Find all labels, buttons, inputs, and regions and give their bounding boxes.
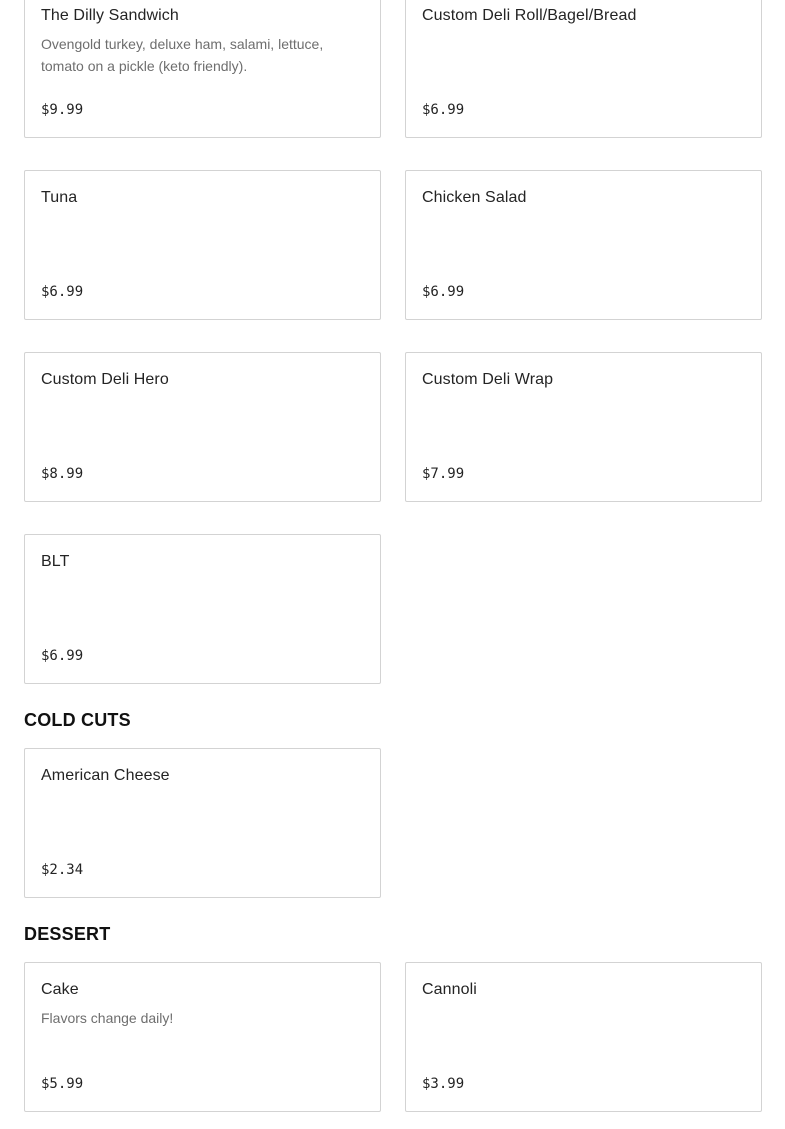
- menu-item-name: Chicken Salad: [422, 189, 527, 206]
- menu-item-name: Tuna: [41, 189, 78, 206]
- menu-item-price: $3.99: [422, 1076, 465, 1092]
- menu-item-card[interactable]: [405, 352, 762, 502]
- menu-item-name: Custom Deli Wrap: [422, 371, 554, 388]
- menu-item-card[interactable]: [405, 962, 762, 1112]
- menu-item-description: Flavors change daily!: [41, 1010, 174, 1026]
- menu-item-card[interactable]: [24, 962, 381, 1112]
- menu-item-card[interactable]: [405, 0, 762, 138]
- menu-item-price: $6.99: [422, 102, 465, 118]
- menu-item-price: $5.99: [41, 1076, 84, 1092]
- section-title-dessert: DESSERT: [24, 924, 111, 944]
- menu-item-name: The Dilly Sandwich: [41, 7, 179, 24]
- menu-item-price: $6.99: [422, 284, 465, 300]
- menu-item-name: Custom Deli Roll/Bagel/Bread: [422, 7, 637, 24]
- menu-item-name: Cannoli: [422, 981, 477, 998]
- menu-item-card[interactable]: [24, 352, 381, 502]
- menu-item-description: Ovengold turkey, deluxe ham, salami, lettuce, tomato on a pickle (keto friendly).: [41, 36, 324, 74]
- menu-item-price: $2.34: [41, 862, 84, 878]
- section-title-cold-cuts: COLD CUTS: [24, 710, 131, 730]
- menu-item-name: American Cheese: [41, 767, 170, 784]
- menu-item-card[interactable]: [24, 170, 381, 320]
- menu-item-name: Cake: [41, 981, 79, 998]
- menu-item-price: $8.99: [41, 466, 84, 482]
- menu-item-card[interactable]: [24, 534, 381, 684]
- menu-item-name: Custom Deli Hero: [41, 371, 169, 388]
- menu-item-price: $6.99: [41, 284, 84, 300]
- menu-item-price: $9.99: [41, 102, 84, 118]
- menu-item-card[interactable]: [405, 170, 762, 320]
- menu-item-price: $6.99: [41, 648, 84, 664]
- menu-item-name: BLT: [41, 553, 70, 570]
- menu-item-price: $7.99: [422, 466, 465, 482]
- menu-item-card[interactable]: [24, 748, 381, 898]
- menu-item-card[interactable]: [24, 0, 381, 138]
